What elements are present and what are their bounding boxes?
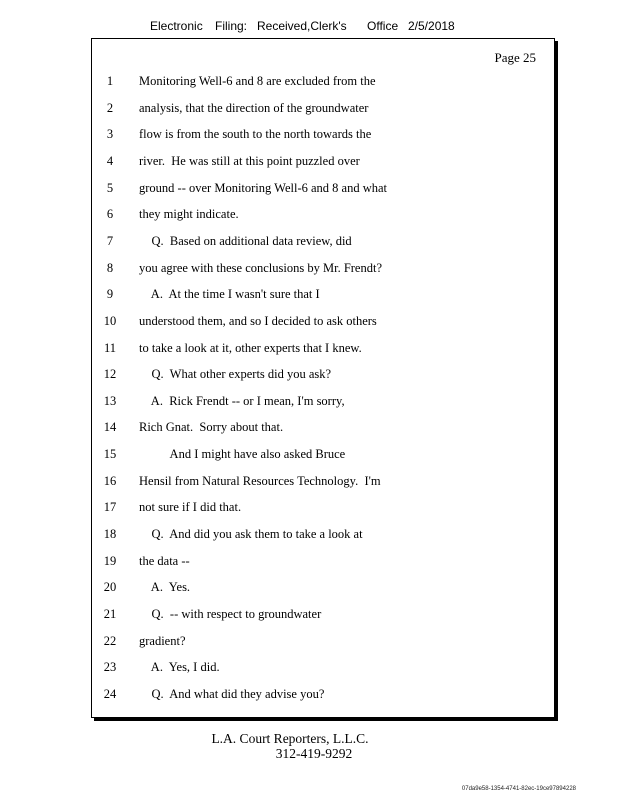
line-text: not sure if I did that. <box>139 500 242 515</box>
transcript-line <box>92 261 556 287</box>
transcript-line <box>92 74 556 100</box>
transcript-line <box>92 687 556 713</box>
line-number: 16 <box>103 473 117 488</box>
line-number: 2 <box>106 100 114 115</box>
line-text: A. Yes, I did. <box>139 660 220 675</box>
transcript-line <box>92 154 556 180</box>
line-text: flow is from the south to the north towards the <box>139 127 372 142</box>
transcript-line <box>92 367 556 393</box>
line-text: they might indicate. <box>139 207 239 222</box>
line-number: 17 <box>103 500 117 515</box>
line-text: Q. What other experts did you ask? <box>139 367 332 382</box>
transcript-line <box>92 341 556 367</box>
line-text: to take a look at it, other experts that I knew. <box>139 340 362 355</box>
line-text: the data -- <box>139 553 190 568</box>
header-electronic: Electronic <box>150 19 203 33</box>
transcript-line <box>92 660 556 686</box>
line-number: 8 <box>106 260 114 275</box>
document-id: 07da9e58-1354-4741-82ec-19ce97894228 <box>461 786 576 792</box>
header-received: Received,Clerk's <box>257 19 347 33</box>
line-text: Q. -- with respect to groundwater <box>139 607 322 621</box>
line-number: 20 <box>103 580 117 595</box>
line-number: 4 <box>106 153 114 168</box>
line-text: Hensil from Natural Resources Technology. I'm <box>139 473 381 488</box>
transcript-line <box>92 634 556 660</box>
line-text: Monitoring Well-6 and 8 are excluded from the <box>139 74 376 88</box>
transcript-line <box>92 447 556 473</box>
line-text: A. Yes. <box>139 580 191 595</box>
line-number: 9 <box>106 287 114 302</box>
transcript-line <box>92 207 556 233</box>
line-number: 13 <box>103 393 117 408</box>
line-number: 18 <box>103 527 117 542</box>
transcript-line <box>92 500 556 526</box>
line-number: 6 <box>106 207 114 222</box>
line-text: And I might have also asked Bruce <box>139 447 346 462</box>
line-number: 10 <box>103 313 117 328</box>
transcript-line <box>92 101 556 127</box>
page-number: Page 25 <box>494 50 536 65</box>
line-text: A. Rick Frendt -- or I mean, I'm sorry, <box>139 393 345 408</box>
line-text: river. He was still at this point puzzled over <box>139 153 360 168</box>
line-text: Q. And did you ask them to take a look at <box>139 527 363 542</box>
transcript-line <box>92 234 556 260</box>
line-text: ground -- over Monitoring Well-6 and 8 and what <box>139 180 388 195</box>
line-number: 5 <box>106 180 114 195</box>
line-number: 7 <box>106 233 114 248</box>
line-number: 21 <box>103 607 117 621</box>
footer-phone: 312-419-9292 <box>275 746 353 761</box>
line-text: Rich Gnat. Sorry about that. <box>139 420 284 435</box>
transcript-line <box>92 554 556 580</box>
footer-company: L.A. Court Reporters, L.L.C. <box>211 731 369 746</box>
transcript-line <box>92 314 556 340</box>
line-number: 19 <box>103 553 117 568</box>
line-number: 1 <box>106 74 114 88</box>
line-number: 22 <box>103 633 117 648</box>
header-date: 2/5/2018 <box>408 19 455 33</box>
frame-shadow-bottom <box>94 718 558 721</box>
transcript-line <box>92 420 556 446</box>
line-text: gradient? <box>139 633 186 648</box>
transcript-line <box>92 127 556 153</box>
transcript-line <box>92 607 556 633</box>
line-number: 3 <box>106 127 114 142</box>
header-office: Office <box>367 19 399 33</box>
line-number: 14 <box>103 420 117 435</box>
line-number: 24 <box>103 686 117 701</box>
line-text: Q. And what did they advise you? <box>139 686 325 701</box>
transcript-line <box>92 580 556 606</box>
transcript-line <box>92 527 556 553</box>
transcript-line <box>92 394 556 420</box>
line-text: understood them, and so I decided to ask others <box>139 313 377 328</box>
line-text: analysis, that the direction of the groundwater <box>139 100 369 115</box>
line-number: 11 <box>103 340 117 355</box>
line-text: you agree with these conclusions by Mr. Frendt? <box>139 260 383 275</box>
line-text: Q. Based on additional data review, did <box>139 233 352 248</box>
line-number: 23 <box>103 660 117 675</box>
transcript-line <box>92 474 556 500</box>
line-text: A. At the time I wasn't sure that I <box>139 287 320 302</box>
header-filing: Filing: <box>215 19 248 33</box>
line-number: 12 <box>103 367 117 382</box>
transcript-page-frame <box>91 38 555 718</box>
filing-header <box>0 19 618 37</box>
line-number: 15 <box>103 447 117 462</box>
transcript-line <box>92 287 556 313</box>
transcript-line <box>92 181 556 207</box>
